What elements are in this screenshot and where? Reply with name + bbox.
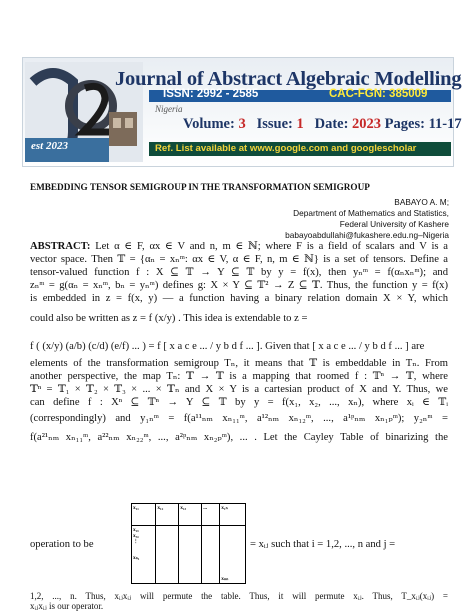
abstract-line-6-b: (x/y) bbox=[154, 313, 176, 324]
column-entry: x₃₁ bbox=[133, 533, 139, 539]
abstract-line-15: 1,2, ..., n. Thus, xᵢⱼxᵢⱼ will permute the table. Thus, it will permute xᵢⱼ. Thus, T_xᵢⱼ(xᵢⱼ) = bbox=[30, 591, 448, 601]
abstract-line-6-a: could also be written as z = f bbox=[30, 313, 153, 324]
pages-label: Pages: bbox=[384, 116, 425, 132]
issn-label: ISSN: 2992 - 2585 bbox=[163, 88, 259, 100]
abstract-line-2: vector space. Then 𝕋 = {αₙ = xₙᵐ: αx ∈ V, α ∈ F, n, m ∈ ℕ} is a set of tensors. Define a bbox=[30, 254, 448, 265]
table-cell: x₁₂ bbox=[156, 504, 179, 526]
date-value: 2023 bbox=[352, 116, 382, 132]
column-entry: x₂₁ bbox=[133, 527, 139, 533]
author-name: BABAYO A. M; bbox=[394, 197, 449, 207]
abstract-line-7-a: f ( (x/y) (a/b) (c/d) (e/f) ... ) = f [ x a c e ... / y b d f ... ] bbox=[30, 341, 260, 352]
abstract-line-4: zₙᵐ = g(αₙ = xₙᵐ, bₙ = yₙᵐ) defines g: X × Y ⊆ 𝕋² → Z ⊆ 𝕋. Thus, the function y = f(x) bbox=[30, 280, 448, 291]
department: Department of Mathematics and Statistics, bbox=[293, 208, 449, 218]
journal-banner bbox=[22, 57, 462, 167]
abstract-line-14-b: = xᵢⱼ such that i = 1,2, ..., n and j = bbox=[250, 539, 396, 550]
abstract-line-12: (correspondingly) and y₁ₙᵐ = f(a¹¹ₙₘ xₙ₁₁ᵐ, a¹²ₙₘ xₙ₁₂ᵐ, ..., a¹ᵖₙₘ xₙ₁ₚᵐ); y₂ₙᵐ = bbox=[30, 413, 448, 424]
table-cell: x₁₃ bbox=[179, 504, 202, 526]
cac-label: CAC-FGN: 385009 bbox=[329, 88, 428, 100]
abstract-line-10: 𝕋ⁿ = 𝕋₁ × 𝕋₂ × 𝕋₃ × ... × 𝕋ₙ and X × Y is a cartesian product of X and Y. Thus, we bbox=[30, 384, 448, 395]
abstract-line-1-text: Let α ∈ F, αx ∈ V and n, m ∈ ℕ; where F is a field of scalars and V is a bbox=[90, 241, 448, 252]
issue-label: Issue: bbox=[256, 116, 293, 132]
paper-title: EMBEDDING TENSOR SEMIGROUP IN THE TRANSFORMATION SEMIGROUP bbox=[30, 182, 370, 192]
journal-title: Journal of Abstract Algebraic Modelling bbox=[115, 68, 462, 90]
ref-list-note: Ref. List available at www.google.com and googlescholar bbox=[149, 142, 451, 156]
abstract-line-16: xᵢⱼxᵢⱼ is our operator. bbox=[30, 601, 104, 611]
abstract-line-9: another perspective, the map Tₙ: 𝕋 → 𝕋 is a mapping that roomed f : 𝕋ⁿ → 𝕋, where bbox=[30, 371, 448, 382]
date-label: Date: bbox=[314, 116, 349, 132]
column-entry: ⋮ bbox=[133, 539, 139, 545]
table-cell: x₁ₙ bbox=[220, 504, 246, 526]
table-row bbox=[132, 526, 246, 584]
table-cell bbox=[202, 526, 220, 584]
abstract-line-5: is embedded in z = f(x, y) — a function having a binary relation domain X × Y, which bbox=[30, 293, 448, 304]
abstract-line-7-b: . Given that [ x a c e ... / y b d f ... ] are bbox=[259, 341, 425, 352]
last-entry: xₙₙ bbox=[221, 576, 229, 582]
university: Federal University of Kashere bbox=[339, 219, 449, 229]
author-email: babayoabdullahi@fukashere.edu.ng–Nigeria bbox=[285, 230, 449, 240]
abstract-line-6-c: . This idea is extendable to z = bbox=[178, 313, 308, 324]
abstract-line-7 bbox=[30, 341, 448, 354]
issue-value: 1 bbox=[296, 116, 304, 132]
abstract-line-6 bbox=[30, 313, 448, 326]
table-cell bbox=[220, 526, 246, 584]
abstract-line-11: can define f : Xⁿ ⊆ 𝕋ⁿ → Y ⊆ 𝕋 by y = f(x₁, x₂, ..., xₙ), where xᵢ ∈ 𝕋ᵢ bbox=[30, 397, 448, 408]
abstract-line-3: tensor-valued function f : X ⊆ 𝕋 → Y ⊆ 𝕋 by y = f(x), then yₙᵐ = f(αₙxₙᵐ); and bbox=[30, 267, 448, 278]
abstract-line-13: f(a²¹ₙₘ xₙ₁₁ᵐ, a²²ₙₘ xₙ₂₂ᵐ, ..., a²ᵖₙₘ xₙ₂ₚᵐ), ... . Let the Cayley Table of binarizing the bbox=[30, 432, 448, 443]
abstract-line-14-a: operation to be bbox=[30, 539, 94, 550]
abstract-line-8: elements of the transformation semigroup Tₙ, it means that 𝕋 is embeddable in Tₙ. From bbox=[30, 358, 448, 369]
established-label: est 2023 bbox=[31, 140, 68, 152]
table-cell: ... bbox=[202, 504, 220, 526]
volume-label: Volume: bbox=[183, 116, 235, 132]
volume-row bbox=[183, 116, 462, 133]
volume-value: 3 bbox=[238, 116, 246, 132]
table-cell bbox=[156, 526, 179, 584]
table-cell bbox=[132, 526, 156, 584]
pages-value: 11-17 bbox=[428, 116, 462, 132]
table-row bbox=[132, 504, 246, 526]
abstract-line-1 bbox=[30, 241, 448, 254]
country-label: Nigeria bbox=[155, 104, 183, 114]
column-entry: xₙ₁ bbox=[133, 555, 140, 561]
table-cell bbox=[179, 526, 202, 584]
table-cell: x₁₁ bbox=[132, 504, 156, 526]
cayley-table bbox=[131, 503, 246, 584]
abstract-label: ABSTRACT: bbox=[30, 241, 91, 252]
